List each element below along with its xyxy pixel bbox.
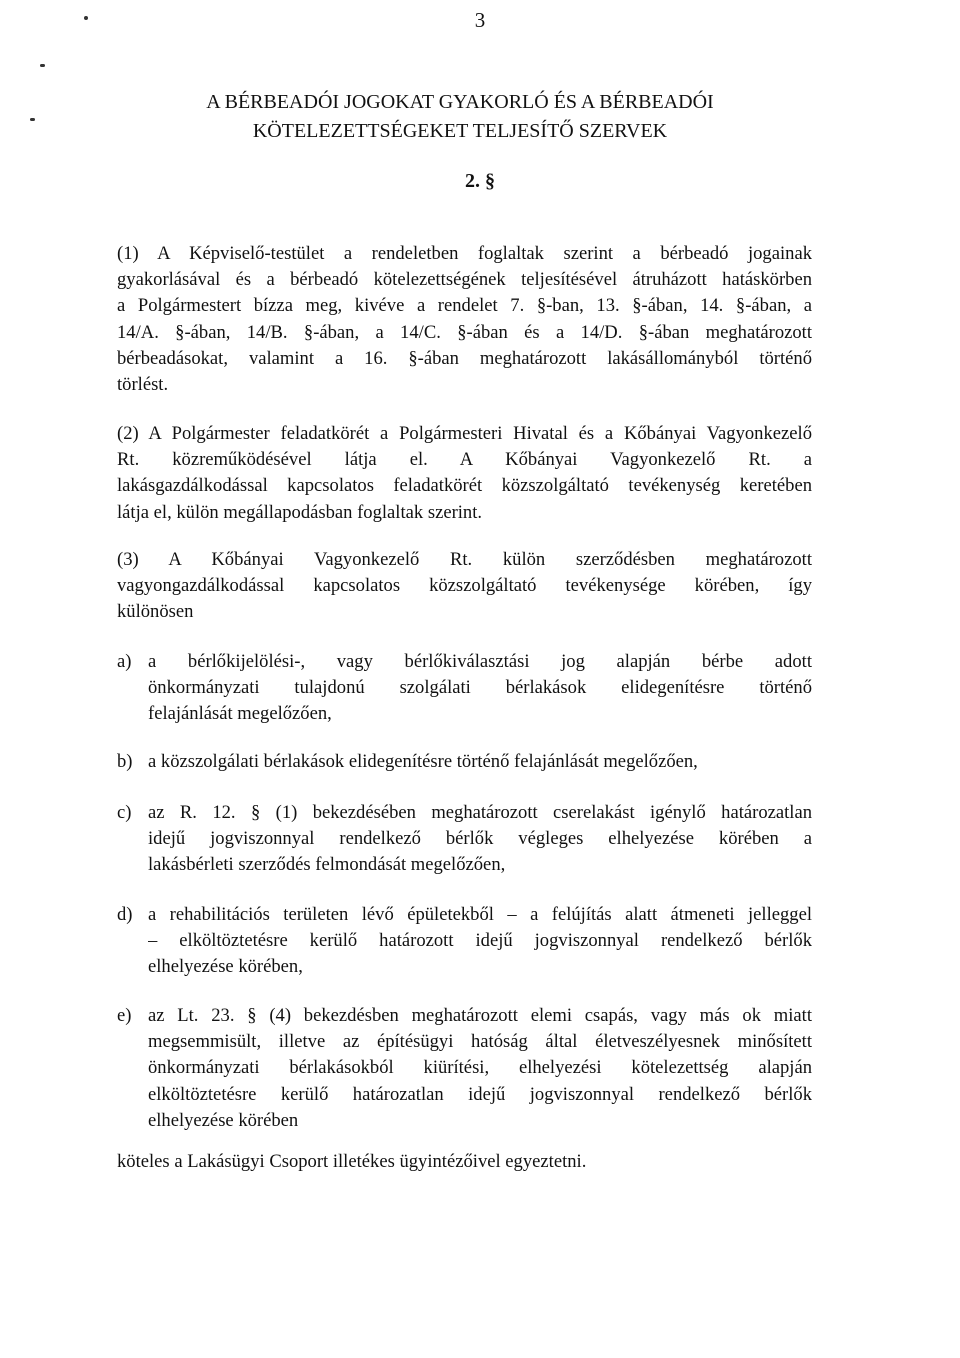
list-item-body [148,1003,812,1134]
list-item-marker: a) [117,651,132,672]
title-line: A BÉRBEADÓI JOGOKAT GYAKORLÓ ÉS A BÉRBEADÓI [206,91,714,113]
section-heading: 2. § [465,170,495,192]
list-item-marker: c) [117,802,132,823]
paragraph-line: vagyongazdálkodással kapcsolatos közszolgáltató tevékenysége körében, így [117,575,812,597]
scan-speck [30,118,35,121]
list-item-line: elköltöztetésre kerülő határozatlan idejű jogviszonnyal rendelkező bérlők [148,1083,812,1105]
list-item-line: az Lt. 23. § (4) bekezdésben meghatározott elemi csapás, vagy más ok miatt [148,1005,812,1026]
paragraph-line: (3) A Kőbányai Vagyonkezelő Rt. külön szerződésben meghatározott [117,549,812,570]
paragraph-line: (2) A Polgármester feladatkörét a Polgármesteri Hivatal és a Kőbányai Vagyonkezelő [117,423,812,444]
paragraph-line: 14/A. §-ában, 14/B. §-ában, a 14/C. §-ában és a 14/D. §-ában meghatározott [117,321,812,343]
list-item-line: a közszolgálati bérlakások elidegenítésre történő felajánlását megelőzően, [148,751,698,772]
list-item-line: elhelyezése körében [148,1109,299,1131]
list-item-line: elhelyezése körében, [148,956,303,978]
paragraph-line: a Polgármestert bízza meg, kivéve a rendelet 7. §-ban, 13. §-ában, 14. §-ában, a [117,295,812,317]
document-title [110,88,810,146]
list-item-marker: b) [117,751,133,772]
paragraph-2 [117,421,812,526]
paragraph-line: látja el, külön megállapodásban foglaltak szerint. [117,501,483,523]
list-item-marker: d) [117,904,133,925]
list-item-line: az R. 12. § (1) bekezdésében meghatározott cserelakást igénylő határozatlan [148,802,812,823]
paragraph-line: különösen [117,601,194,623]
paragraph-line: Rt. közreműködésével látja el. A Kőbányai Vagyonkezelő Rt. a [117,449,812,471]
list-item-line: felajánlását megelőzően, [148,703,332,725]
list-item-line: – elköltöztetésre kerülő határozott idejű jogviszonnyal rendelkező bérlők [148,930,812,952]
page-number: 3 [474,8,486,32]
paragraph-line: (1) A Képviselő-testület a rendeletben foglaltak szerint a bérbeadó jogainak [117,243,812,264]
paragraph-3 [117,547,812,626]
list-item-body [148,902,812,981]
list-item-line: a rehabilitációs területen lévő épületekből – a felújítás alatt átmeneti jelleggel [148,904,812,925]
list-item-line: önkormányzati tulajdonú szolgálati bérlakások elidegenítésre történő [148,677,812,699]
scan-speck [40,64,45,67]
paragraph-line: bérbeadásokat, valamint a 16. §-ában meghatározott lakásállományból történő [117,347,812,369]
list-item-line: idejű jogviszonnyal rendelkező bérlők végleges elhelyezése körében a [148,828,812,850]
closing-sentence: köteles a Lakásügyi Csoport illetékes ügyintézőivel egyeztetni. [117,1151,587,1172]
list-item-marker: e) [117,1005,132,1026]
list-item-body [148,649,812,728]
paragraph-line: gyakorlásával és a bérbeadó kötelezettségének teljesítésével átruházott hatáskörben [117,269,812,291]
paragraph-line: törlést. [117,373,169,395]
list-item-line: lakásbérleti szerződés felmondását megelőzően, [148,854,506,876]
list-item-body [148,749,812,775]
list-item-line: önkormányzati bérlakásokból kiürítési, elhelyezési kötelezettség alapján [148,1057,812,1079]
title-line: KÖTELEZETTSÉGEKET TELJESÍTŐ SZERVEK [252,120,668,142]
paragraph-1 [117,241,812,398]
list-item-body [148,800,812,879]
paragraph-line: lakásgazdálkodással kapcsolatos feladatkörét közszolgáltató tevékenység keretében [117,475,812,497]
list-item-line: megsemmisült, illetve az építésügyi hatóság által életveszélyesnek minősített [148,1031,812,1053]
list-item-line: a bérlőkijelölési-, vagy bérlőkiválasztási jog alapján bérbe adott [148,651,812,672]
